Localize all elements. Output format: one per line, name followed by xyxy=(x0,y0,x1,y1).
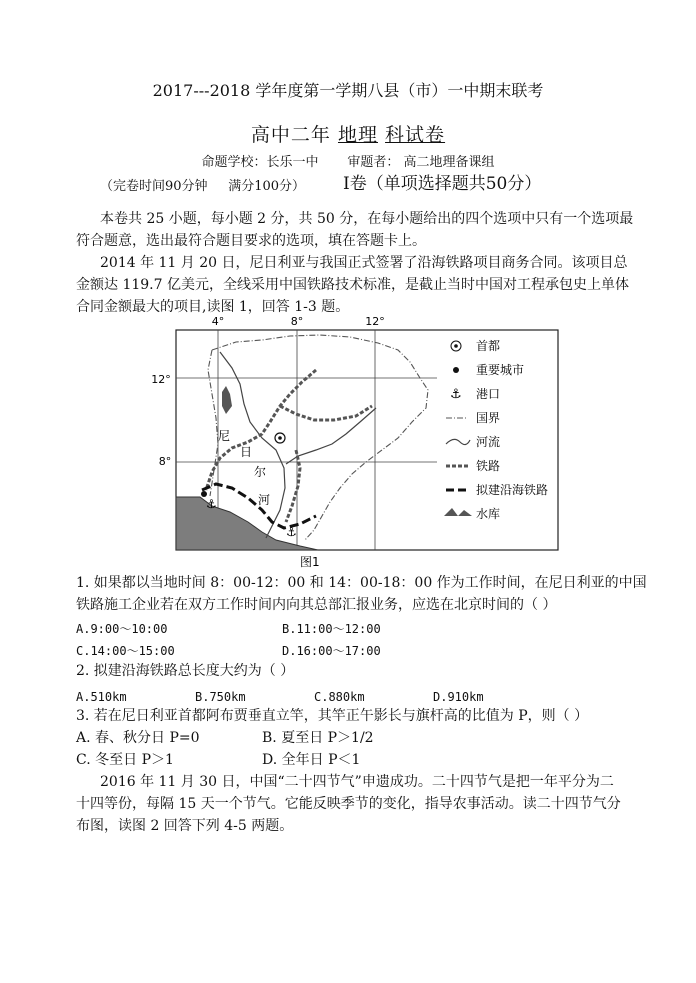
time-line xyxy=(100,178,305,196)
paper-title-subject: 地理 xyxy=(337,124,378,146)
q2-stem: 2. 拟建沿海铁路总长度大约为（ ） xyxy=(76,663,295,679)
intro1-line-2: 金额达 119.7 亿美元，全线采用中国铁路技术标准，是截止当时中国对工程承包史上单体 xyxy=(76,277,629,293)
intro1-line-1: 2014 年 11 月 20 日，尼日利亚与我国正式签署了沿海铁路项目商务合同。该项目总 xyxy=(100,255,628,271)
country-char-4: 河 xyxy=(258,493,271,507)
lat-label-12: 12° xyxy=(151,373,171,386)
instructions-line-2: 符合题意，选出最符合题目要求的选项，填在答题卡上。 xyxy=(76,233,426,249)
q3-option-c[interactable]: C. 冬至日 P＞1 xyxy=(76,752,174,768)
country-char-3: 尔 xyxy=(254,465,267,479)
q2-option-a[interactable]: A.510km xyxy=(76,690,127,704)
legend-port-icon: ⚓ xyxy=(450,387,462,402)
lon-label-12: 12° xyxy=(365,315,385,328)
instructions-line-1: 本卷共 25 小题，每小题 2 分，共 50 分，在每小题给出的四个选项中只有一个选项最 xyxy=(100,211,634,227)
legend-reservoir: 水库 xyxy=(476,507,501,521)
port-lagos-icon: ⚓ xyxy=(206,497,217,511)
intro2-line-1: 2016 年 11 月 30 日，中国“二十四节气”申遗成功。二十四节气是把一年平分为二 xyxy=(100,774,614,790)
paper-title-suffix: 科试卷 xyxy=(385,124,446,146)
q3-option-a[interactable]: A. 春、秋分日 P=0 xyxy=(76,730,200,746)
q3-option-b[interactable]: B. 夏至日 P＞1/2 xyxy=(262,730,374,746)
school-line xyxy=(0,154,696,172)
legend-river-icon xyxy=(446,439,470,444)
legend-railway: 铁路 xyxy=(476,459,501,473)
map-legend xyxy=(444,338,548,521)
legend-reservoir-icon xyxy=(444,508,472,516)
q1-option-c[interactable]: C.14:00～15:00 xyxy=(76,644,175,658)
section-title: Ⅰ卷（单项选择题共50分） xyxy=(343,174,542,194)
reviewer-name: 高二地理备课组 xyxy=(403,155,495,170)
q3-stem: 3. 若在尼日利亚首都阿布贾垂直立竿，其竿正午影长与旗杆高的比值为 P，则（ ） xyxy=(76,708,589,724)
railways xyxy=(206,370,372,522)
q2-option-d[interactable]: D.910km xyxy=(433,690,484,704)
figure-1-map xyxy=(0,310,696,570)
reservoir xyxy=(222,386,232,414)
q1-stem-line-1: 1. 如果都以当地时间 8：00-12：00 和 14：00-18：00 作为工作时间，在尼日利亚的中国 xyxy=(76,575,647,591)
paper-title-grade: 高中二年 xyxy=(250,124,331,146)
q3-option-d[interactable]: D. 全年日 P＜1 xyxy=(262,752,361,768)
legend-port: 港口 xyxy=(476,387,501,401)
legend-proposed-railway: 拟建沿海铁路 xyxy=(476,483,549,497)
time-info: （完卷时间90分钟 xyxy=(100,179,208,194)
q1-stem-line-2: 铁路施工企业若在双方工作时间内向其总部汇报业务，应选在北京时间的（ ） xyxy=(76,597,557,613)
lon-label-4: 4° xyxy=(211,315,225,328)
score-info: 满分100分） xyxy=(228,179,306,194)
paper-title xyxy=(0,126,696,144)
legend-border: 国界 xyxy=(476,411,501,425)
intro2-line-2: 十四等份，每隔 15 天一个节气。它能反映季节的变化，指导农事活动。读二十四节气分 xyxy=(76,796,621,812)
exam-title: 2017---2018 学年度第一学期八县（市）一中期末联考 xyxy=(152,81,544,100)
river-niger xyxy=(220,352,285,538)
school-label: 命题学校：长乐一中 xyxy=(201,155,319,170)
country-char-1: 尼 xyxy=(218,429,231,443)
q1-option-a[interactable]: A.9:00～10:00 xyxy=(76,622,168,636)
q2-option-b[interactable]: B.750km xyxy=(195,690,246,704)
legend-capital: 首都 xyxy=(476,339,501,353)
country-char-2: 日 xyxy=(240,445,253,459)
intro2-line-3: 布图，读图 2 回答下列 4-5 两题。 xyxy=(76,818,294,834)
reviewer-label: 审题者： xyxy=(347,155,400,170)
q1-option-b[interactable]: B.11:00～12:00 xyxy=(282,622,381,636)
port-harcourt-icon: ⚓ xyxy=(286,525,297,539)
figure-1-caption: 图1 xyxy=(300,555,320,569)
q2-option-c[interactable]: C.880km xyxy=(314,690,365,704)
capital-abuja-dot xyxy=(278,436,282,440)
lon-label-8: 8° xyxy=(290,315,304,328)
national-border xyxy=(208,335,428,540)
intro1-line-3: 合同金额最大的项目,读图 1，回答 1-3 题。 xyxy=(76,299,350,315)
legend-city: 重要城市 xyxy=(476,363,525,377)
q1-option-d[interactable]: D.16:00～17:00 xyxy=(282,644,381,658)
legend-river: 河流 xyxy=(476,435,501,449)
legend-city-icon xyxy=(453,367,459,373)
lat-label-8: 8° xyxy=(158,455,172,468)
